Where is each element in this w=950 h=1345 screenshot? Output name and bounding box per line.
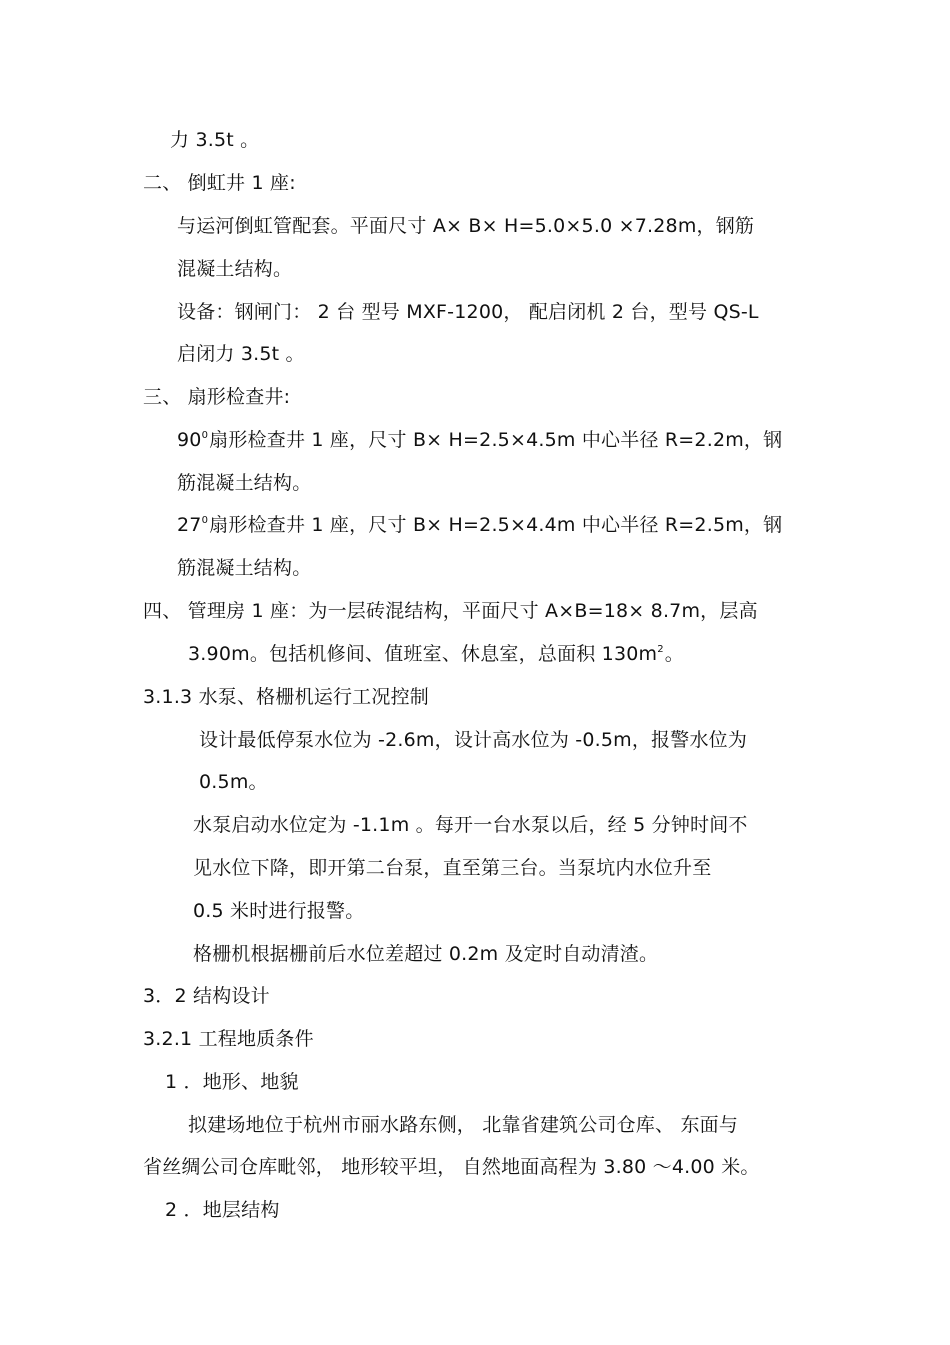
text-line-18: 见水位下降，即开第二台泵，直至第三台。当泵坑内水位升至: [193, 857, 712, 879]
text-line-1: 力 3.5t 。: [170, 129, 260, 151]
text-line-17: 水泵启动水位定为 -1.1m 。每开一台水泵以后，经 5 分钟时间不: [193, 814, 748, 836]
text-line-25: 省丝绸公司仓库毗邻， 地形较平坦， 自然地面高程为 3.80 ～4.00 米。: [143, 1156, 760, 1178]
text-line-3: 与运河倒虹管配套。平面尺寸 A× B× H=5.0×5.0 ×7.28m，钢筋: [177, 215, 755, 237]
text-line-5: 设备：钢闸门： 2 台 型号 MXF-1200， 配启闭机 2 台，型号 QS-L: [177, 301, 759, 323]
text-line-10: $27^0$扇形检查井 1 座，尺寸 B× H=2.5×4.4m 中心半径 R=2.5m，钢: [177, 514, 783, 536]
heading-siphon-well: 二、 倒虹井 1 座:: [143, 172, 296, 194]
text-line-15: 设计最低停泵水位为 -2.6m，设计高水位为 -0.5m，报警水位为: [199, 729, 748, 751]
text-line-11: 筋混凝土结构。: [177, 557, 312, 579]
text-line-13: 3.90m。包括机修间、值班室、休息室，总面积 $130m^2$。: [188, 643, 684, 665]
section-heading-3-2: 3．2 结构设计: [143, 985, 270, 1007]
subheading-stratum: 2 ．地层结构: [165, 1199, 280, 1221]
heading-management-house: 四、 管理房 1 座：为一层砖混结构，平面尺寸 A×B=18× 8.7m，层高: [143, 600, 758, 622]
text-line-9: 筋混凝土结构。: [177, 472, 312, 494]
text-line-19: 0.5 米时进行报警。: [193, 900, 365, 922]
text-line-8: $90^0$扇形检查井 1 座，尺寸 B× H=2.5×4.5m 中心半径 R=2.2m，钢: [177, 429, 783, 451]
subheading-terrain: 1 ．地形、地貌: [165, 1071, 299, 1093]
text-line-24: 拟建场地位于杭州市丽水路东侧， 北靠省建筑公司仓库、 东面与: [188, 1114, 739, 1136]
text-line-4: 混凝土结构。: [177, 258, 293, 280]
section-heading-3-1-3: 3.1.3 水泵、格栅机运行工况控制: [143, 686, 429, 708]
section-heading-3-2-1: 3.2.1 工程地质条件: [143, 1028, 314, 1050]
heading-fan-inspection-well: 三、 扇形检查井:: [143, 386, 291, 408]
text-line-16: 0.5m。: [199, 771, 268, 793]
text-line-6: 启闭力 3.5t 。: [177, 343, 305, 365]
text-line-20: 格栅机根据栅前后水位差超过 0.2m 及定时自动清渣。: [193, 943, 659, 965]
